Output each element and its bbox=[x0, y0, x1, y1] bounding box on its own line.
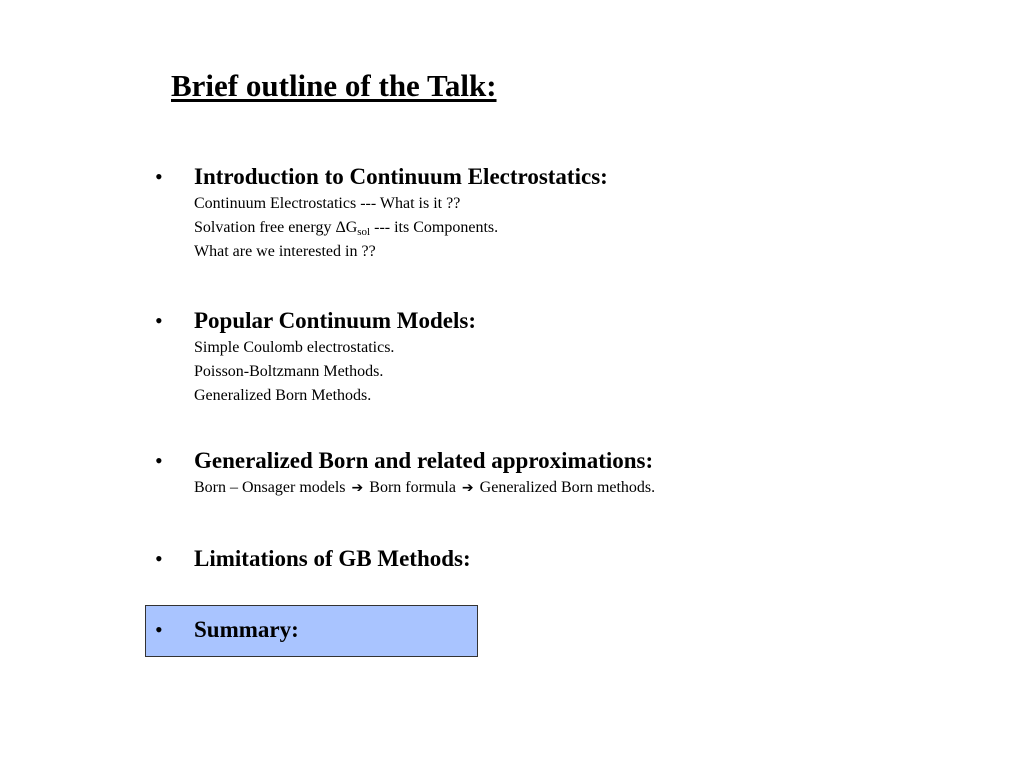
sub-line: Generalized Born Methods. bbox=[194, 387, 372, 404]
right-arrow-icon: ➔ bbox=[351, 480, 364, 496]
bullet-dot: • bbox=[155, 546, 163, 571]
slide-title: Brief outline of the Talk: bbox=[171, 68, 497, 103]
right-arrow-icon: ➔ bbox=[461, 480, 474, 496]
bullet-dot: • bbox=[155, 164, 163, 189]
bullet-heading: Generalized Born and related approximations: bbox=[194, 448, 654, 473]
delta-g-symbol: ΔG bbox=[335, 219, 358, 236]
sub-line: Continuum Electrostatics --- What is it ?? bbox=[194, 195, 461, 212]
sub-line-solvation: Solvation free energy $\Delta G_{sol}$ --- its Components. bbox=[194, 219, 499, 238]
bullet-heading: Limitations of GB Methods: bbox=[194, 546, 471, 571]
sub-line-born-chain: Born – Onsager models ➔ Born formula ➔ Generalized Born methods. bbox=[194, 479, 656, 496]
bullet-heading: Introduction to Continuum Electrostatics: bbox=[194, 164, 608, 189]
bullet-heading: Summary: bbox=[194, 617, 299, 642]
subscript-sol: sol bbox=[357, 226, 371, 238]
bullet-dot: • bbox=[155, 617, 163, 642]
sub-line: Simple Coulomb electrostatics. bbox=[194, 339, 395, 356]
bullet-heading: Popular Continuum Models: bbox=[194, 308, 477, 333]
bullet-dot: • bbox=[155, 448, 163, 473]
bullet-dot: • bbox=[155, 308, 163, 333]
sub-line: Poisson-Boltzmann Methods. bbox=[194, 363, 384, 380]
sub-line: What are we interested in ?? bbox=[194, 243, 376, 260]
